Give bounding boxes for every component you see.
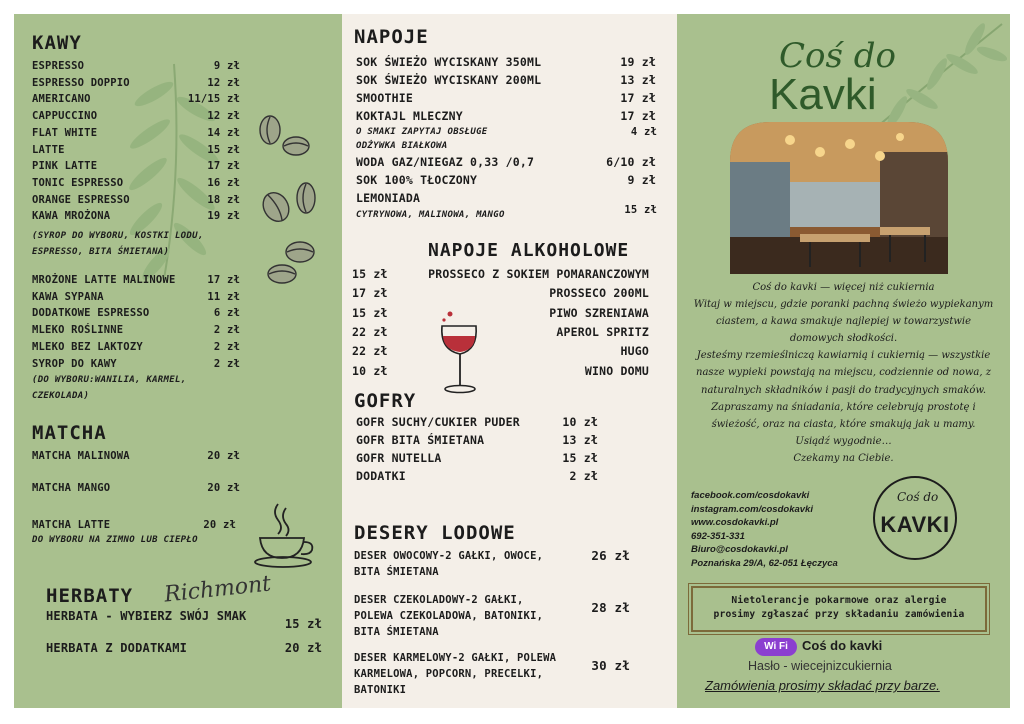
menu-item-name: ESPRESSO [32, 60, 85, 72]
allergy-line: Nietolerancje pokarmowe oraz alergie [731, 595, 947, 606]
menu-item-name: PROSSECO 200ML [549, 286, 649, 301]
menu-item [32, 175, 240, 191]
menu-item [32, 339, 240, 355]
napoje-heading: NAPOJE [354, 26, 429, 48]
menu-item-name: HUGO [620, 344, 649, 359]
menu-item-price: 15 zł [562, 451, 598, 465]
menu-item: MATCHA LATTE 20 zł [32, 519, 236, 531]
menu-item-price: 17 zł [207, 274, 240, 286]
intro-line: naturalnych składników i pasji do tradycyjnych smaków. [701, 384, 986, 396]
dessert-line: BATONIKI [354, 684, 407, 696]
intro-line: nasze wypieki powstają na miejscu, codziennie od nowa, z [696, 367, 991, 379]
menu-item [356, 414, 598, 430]
menu-item-price: 18 zł [207, 193, 240, 206]
herbaty-heading: HERBATY [46, 585, 134, 607]
menu-item-name: LEMONIADA [356, 191, 421, 205]
menu-item [352, 324, 649, 340]
menu-item [356, 154, 656, 170]
allergy-line: prosimy zgłaszać przy składaniu zamówienia [713, 609, 965, 620]
menu-item-price: 13 zł [562, 433, 598, 447]
desery-heading: DESERY LODOWE [354, 522, 516, 544]
menu-item [32, 192, 240, 208]
info-panel [677, 14, 1010, 708]
menu-item [32, 142, 240, 158]
alkohol-heading: NAPOJE ALKOHOLOWE [428, 240, 630, 261]
menu-item [32, 75, 240, 91]
intro-line: Witaj w miejscu, gdzie poranki pachną świeżo wypiekanym [693, 299, 994, 311]
menu-item [32, 208, 240, 224]
menu-item-price: 16 zł [207, 176, 240, 189]
menu-item [32, 91, 240, 107]
matcha-heading: MATCHA [32, 422, 107, 444]
menu-item-name: SOK ŚWIEŻO WYCISKANY 350ML [356, 55, 542, 69]
menu-item-name: WODA GAZ/NIEGAZ 0,33 /0,7 [356, 155, 535, 169]
dessert-price: 30 zł [591, 658, 630, 673]
wifi-icon: Wi Fi [755, 638, 797, 656]
intro-line: Usiądź wygodnie… [795, 435, 892, 447]
dessert-line: POLEWA CZEKOLADOWA, BATONIKI, [354, 610, 544, 622]
menu-item [32, 322, 240, 338]
menu-item-price: 19 zł [620, 55, 656, 69]
dessert-line: DESER CZEKOLADOWY-2 GAŁKI, [354, 594, 524, 606]
menu-item-name: KOKTAJL MLECZNY [356, 109, 463, 123]
matcha-note: DO WYBORU NA ZIMNO LUB CIEPŁO [32, 535, 198, 545]
menu-item [32, 108, 240, 124]
menu-item-price: 17 zł [352, 286, 388, 301]
menu-item-price: 15 zł [352, 305, 388, 320]
menu-item-name: GOFR SUCHY/CUKIER PUDER [356, 415, 520, 429]
menu-item [356, 90, 656, 106]
menu-item-name: SOK 100% TŁOCZONY [356, 173, 478, 187]
order-note: Zamówienia prosimy składać przy barze. [705, 678, 940, 693]
intro-line: Jesteśmy rzemieślniczą kawiarnią i cukiernią — wszystkie [696, 350, 991, 362]
phone-number[interactable]: 692-351-331 [691, 530, 745, 542]
instagram-link[interactable]: instagram.com/cosdokavki [691, 503, 813, 515]
menu-item-price: 15 zł [207, 143, 240, 156]
dessert-line: BITA ŚMIETANA [354, 566, 439, 578]
napoje-note-2: ODŻYWKA BIAŁKOWA [356, 141, 448, 151]
menu-item [356, 108, 656, 124]
menu-item [32, 58, 240, 74]
brand-title-bottom: Kavki [769, 70, 877, 119]
dessert-item [354, 592, 654, 640]
menu-item-name: WINO DOMU [584, 363, 649, 378]
menu-item-name: SYROP DO KAWY [32, 357, 117, 370]
menu-item-price: 13 zł [620, 73, 656, 87]
menu-item-name: MLEKO ROŚLINNE [32, 324, 124, 337]
napoje-note-1-price: 4 zł [630, 126, 657, 138]
menu-item [32, 305, 240, 321]
menu-item-price: 2 zł [213, 324, 240, 337]
menu-item-price: 17 zł [620, 109, 656, 123]
menu-item-price: 9 zł [213, 60, 240, 72]
menu-item [356, 54, 656, 70]
kawy-note-1: (SYROP DO WYBORU, KOSTKI LODU, ESPRESSO, BITA ŚMIETANA) [32, 231, 204, 257]
menu-item-price: 12 zł [207, 76, 240, 89]
cafe-interior-photo [730, 122, 948, 274]
menu-item [356, 72, 656, 88]
dessert-line: DESER OWOCOWY-2 GAŁKI, OWOCE, [354, 550, 544, 562]
menu-item-name: ESPRESSO DOPPIO [32, 76, 130, 89]
dessert-item [354, 650, 654, 698]
menu-item-price: 10 zł [562, 415, 598, 429]
dessert-price: 26 zł [591, 548, 630, 563]
menu-item-name: SMOOTHIE [356, 91, 413, 105]
intro-line: domowych słodkości. [789, 333, 898, 345]
napoje-note-1: O SMAKI ZAPYTAJ OBSŁUGE [356, 127, 488, 137]
facebook-link[interactable]: facebook.com/cosdokavki [691, 490, 810, 501]
wifi-network-name: Coś do kavki [802, 638, 883, 653]
menu-item [32, 289, 240, 305]
menu-item-name: CAPPUCCINO [32, 110, 98, 123]
menu-item: MATCHA MANGO 20 zł [32, 482, 240, 494]
menu-item-name: DODATKOWE ESPRESSO [32, 307, 150, 320]
menu-item-price: 6/10 zł [606, 155, 656, 169]
menu-item-name: ORANGE ESPRESSO [32, 193, 130, 206]
dessert-line: KARMELOWA, POPCORN, PRECELKI, [354, 668, 544, 680]
menu-item-name: SOK ŚWIEŻO WYCISKANY 200ML [356, 73, 542, 87]
wifi-password: Hasło - wiecejnizcukiernia [748, 659, 892, 673]
intro-line: ciastem, a kawa smakuje najlepiej w towarzystwie [715, 316, 972, 328]
website-link[interactable]: www.cosdokavki.pl [691, 517, 779, 528]
menu-item [356, 468, 598, 484]
napoje-note-3: CYTRYNOWA, MALINOWA, MANGO [356, 210, 505, 220]
menu-item [32, 125, 240, 141]
herbata-item-price: 15 zł [284, 617, 322, 631]
allergy-text [691, 594, 987, 622]
menu-item-name: PROSSECO Z SOKIEM POMARANCZOWYM [428, 267, 649, 281]
menu-item [356, 172, 656, 188]
menu-item-name: MROŻONE LATTE MALINOWE [32, 274, 176, 286]
intro-line: Coś do kavki — więcej niż cukiernia [752, 282, 935, 293]
menu-item-name: PIWO SZRENIAWA [549, 305, 649, 320]
menu-item-price: 17 zł [207, 160, 240, 173]
napoje-note-3-price: 15 zł [624, 204, 657, 216]
menu-item [352, 343, 649, 359]
menu-item [352, 363, 649, 379]
menu-item-name: GOFR BITA ŚMIETANA [356, 433, 485, 447]
coffee-panel [14, 14, 342, 708]
kawy-note-2: (DO WYBORU:WANILIA, KARMEL, CZEKOLADA) [32, 375, 187, 401]
menu-item-price: 2 zł [213, 340, 240, 353]
menu-item-name: TONIC ESPRESSO [32, 176, 124, 189]
menu-item-price: 10 zł [352, 363, 388, 378]
menu-item [32, 356, 240, 372]
menu-item-price: 19 zł [207, 210, 240, 223]
intro-line: świeżość, oraz na ciasta, które smakują jak u mamy. [711, 418, 976, 430]
menu-item-name: APEROL SPRITZ [556, 324, 649, 339]
menu-item-price: 17 zł [620, 91, 656, 105]
intro-line: Czekamy na Ciebie. [793, 452, 894, 464]
menu-item [32, 158, 240, 174]
menu-item-price: 6 zł [213, 307, 240, 320]
dessert-price: 28 zł [591, 600, 630, 615]
drinks-panel [342, 14, 677, 708]
menu-item-name: DODATKI [356, 469, 406, 483]
menu-item [32, 272, 240, 288]
menu-item [356, 432, 598, 448]
menu-item [352, 285, 649, 301]
coffee-beans-icon [254, 112, 326, 287]
herbata-item-1 [46, 608, 326, 642]
brand-title-top: Coś do [779, 36, 896, 76]
menu-item [352, 305, 649, 321]
logo-top-text: Coś do [897, 490, 939, 504]
menu-item-price: 11 zł [207, 290, 240, 303]
menu-item-name: KAWA SYPANA [32, 290, 104, 303]
richmont-logo: Richmont [162, 571, 273, 608]
menu-item-price: 9 zł [627, 173, 656, 187]
menu-item-price: 14 zł [207, 126, 240, 139]
kawy-heading: KAWY [32, 32, 82, 54]
contact-block [691, 489, 838, 570]
menu-item-name: FLAT WHITE [32, 126, 98, 139]
menu-item-name: GOFR NUTELLA [356, 451, 442, 465]
menu-item-price: 11/15 zł [187, 93, 240, 106]
dessert-item [354, 548, 654, 580]
menu-item [356, 450, 598, 466]
menu-item-name: MLEKO BEZ LAKTOZY [32, 340, 143, 353]
menu-item-name: PINK LATTE [32, 160, 98, 173]
address: Poznańska 29/A, 62-051 Łęczyca [691, 557, 838, 569]
dessert-line: DESER KARMELOWY-2 GAŁKI, POLEWA [354, 652, 557, 664]
menu-item-price: 2 zł [213, 357, 240, 370]
coffee-cup-icon [250, 500, 320, 570]
menu-item-name: KAWA MROŻONA [32, 210, 111, 223]
menu-item [356, 190, 656, 206]
herbata-item-name: HERBATA - WYBIERZ SWÓJ SMAK [46, 609, 247, 623]
menu-item [352, 266, 649, 282]
menu-item-price: 12 zł [207, 110, 240, 123]
intro-line: Zapraszamy na śniadania, które celebrują prostotę i [711, 401, 976, 413]
menu-item-name: AMERICANO [32, 93, 91, 106]
menu-item-price: 22 zł [352, 344, 388, 359]
menu-item-price: 22 zł [352, 324, 388, 339]
gofry-heading: GOFRY [354, 390, 417, 412]
brand-intro [681, 279, 1006, 467]
menu-item: MATCHA MALINOWA 20 zł [32, 450, 240, 462]
menu-item-name: LATTE [32, 143, 65, 156]
menu-item: HERBATA Z DODATKAMI 20 zł [46, 641, 322, 655]
menu-item-price: 15 zł [352, 267, 388, 281]
logo-bottom-text: KAVKI [880, 512, 950, 537]
email-link[interactable]: Biuro@cosdokavki.pl [691, 544, 788, 555]
dessert-line: BITA ŚMIETANA [354, 626, 439, 638]
menu-item-price: 2 zł [569, 469, 598, 483]
